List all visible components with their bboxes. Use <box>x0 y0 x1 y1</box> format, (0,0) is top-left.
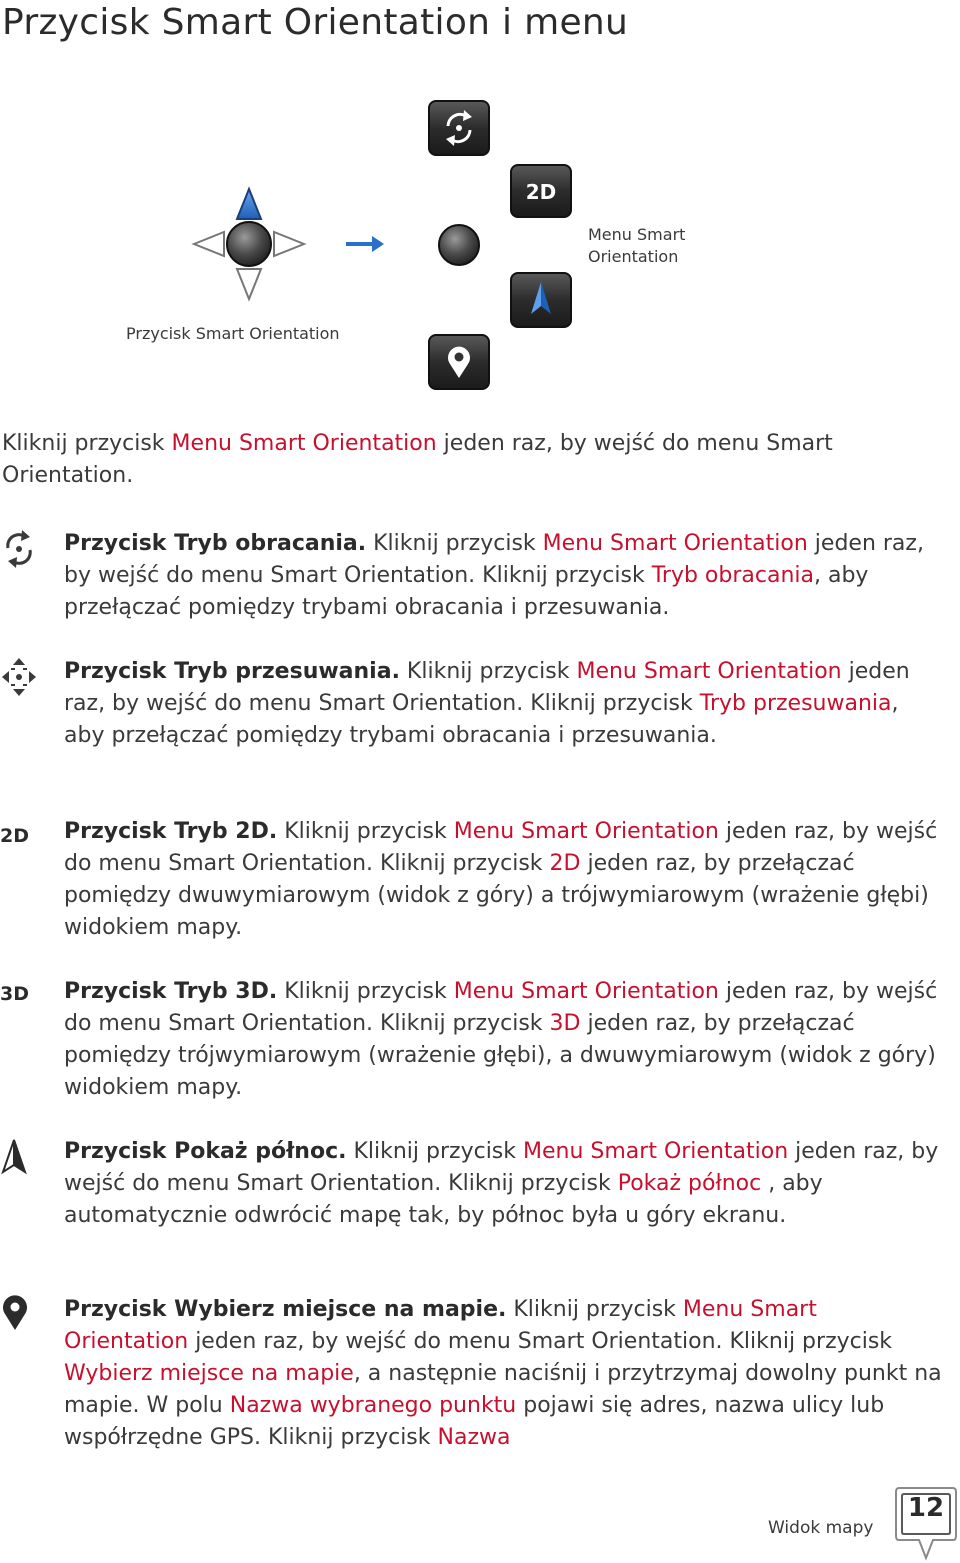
figure-label-menu-line1: Menu Smart <box>588 225 686 244</box>
rotate-text-2: jeden raz, by wejść do menu Smart Orientation. Kliknij przycisk <box>64 531 924 588</box>
pan-text-3: , aby przełączać pomiędzy trybami obracania i przesuwania. <box>64 691 899 748</box>
north-arrow-icon <box>0 1136 44 1180</box>
pick-location-title: Przycisk Wybierz miejsce na mapie. <box>64 1297 507 1322</box>
center-ball-icon <box>227 222 271 266</box>
pick-text-1: Kliknij przycisk <box>506 1297 683 1322</box>
2d-mode-text <box>64 816 944 944</box>
show-north-text <box>64 1136 944 1232</box>
show-north-menu-button <box>510 272 572 328</box>
3d-icon-text: 3D <box>0 983 29 1005</box>
footer-section-label: Widok mapy <box>768 1518 874 1538</box>
rotate-mode-text <box>64 528 944 624</box>
right-arrow-icon <box>274 232 304 256</box>
left-arrow-icon <box>194 232 224 256</box>
pick-text-3: , a następnie naciśnij i przytrzymaj dowolny punkt na mapie. W polu <box>64 1361 942 1418</box>
3d-text-1: Kliknij przycisk <box>277 979 454 1004</box>
up-arrow-icon <box>237 189 261 219</box>
3d-icon <box>0 976 44 1020</box>
figure-label-menu-line2: Orientation <box>588 247 679 266</box>
page-title: Przycisk Smart Orientation i menu <box>2 2 629 43</box>
2d-highlight-button: 2D <box>549 851 581 876</box>
north-highlight-menu: Menu Smart Orientation <box>523 1139 789 1164</box>
figure-label-menu <box>588 224 685 268</box>
north-text-1: Kliknij przycisk <box>346 1139 523 1164</box>
mode-2d-menu-button <box>510 164 572 218</box>
down-arrow-icon <box>237 269 261 299</box>
show-north-title: Przycisk Pokaż północ. <box>64 1139 347 1164</box>
2d-mode-title: Przycisk Tryb 2D. <box>64 819 278 844</box>
rotate-icon <box>0 528 44 572</box>
2d-text-1: Kliknij przycisk <box>277 819 454 844</box>
rotate-text-1: Kliknij przycisk <box>366 531 543 556</box>
pan-highlight-menu: Menu Smart Orientation <box>576 659 842 684</box>
transition-arrow-icon <box>346 234 386 254</box>
3d-mode-text <box>64 976 944 1104</box>
3d-text-3: jeden raz, by przełączać pomiędzy trójwymiarowym (wrażenie głębi), a dwuwymiarowym (widok z góry) widokiem mapy. <box>64 1011 936 1100</box>
rotate-mode-menu-button <box>428 100 490 156</box>
intro-text-1: Kliknij przycisk <box>2 431 172 456</box>
pick-highlight-button: Wybierz miejsce na mapie <box>64 1361 354 1386</box>
btn-2d-text: 2D <box>525 180 557 204</box>
2d-highlight-menu: Menu Smart Orientation <box>453 819 719 844</box>
pan-highlight-button: Tryb przesuwania <box>699 691 892 716</box>
2d-text-2: jeden raz, by wejść do menu Smart Orientation. Kliknij przycisk <box>64 819 938 876</box>
pan-mode-title: Przycisk Tryb przesuwania. <box>64 659 400 684</box>
3d-mode-title: Przycisk Tryb 3D. <box>64 979 278 1004</box>
pan-mode-text <box>64 656 944 752</box>
smart-orientation-button-image <box>190 185 308 303</box>
3d-text-2: jeden raz, by wejść do menu Smart Orientation. Kliknij przycisk <box>64 979 938 1036</box>
pick-highlight-menu: Menu Smart Orientation <box>64 1297 817 1354</box>
location-pin-icon <box>0 1294 44 1338</box>
menu-center-ball-icon <box>436 222 482 268</box>
pick-text-4: pojawi się adres, nazwa ulicy lub współrzędne GPS. Kliknij przycisk <box>64 1393 885 1450</box>
pan-text-2: jeden raz, by wejść do menu Smart Orientation. Kliknij przycisk <box>64 659 910 716</box>
north-highlight-button: Pokaż północ <box>617 1171 762 1196</box>
pan-text-1: Kliknij przycisk <box>399 659 577 684</box>
rotate-text-3: , aby przełączać pomiędzy trybami obracania i przesuwania. <box>64 563 869 620</box>
rotate-highlight-button: Tryb obracania <box>651 563 814 588</box>
2d-icon <box>0 816 44 860</box>
pick-location-text <box>64 1294 944 1454</box>
2d-text-3: jeden raz, by przełączać pomiędzy dwuwymiarowym (widok z góry) a trójwymiarowym (wrażenie głębi) widokiem mapy. <box>64 851 929 940</box>
pick-highlight-name: Nazwa <box>437 1425 511 1450</box>
rotate-highlight-menu: Menu Smart Orientation <box>542 531 808 556</box>
pick-text-2: jeden raz, by wejść do menu Smart Orientation. Kliknij przycisk <box>188 1329 893 1354</box>
2d-icon-text: 2D <box>0 825 29 847</box>
intro-text-2: jeden raz, by wejść do menu Smart Orientation. <box>2 431 833 488</box>
intro-paragraph <box>2 428 902 492</box>
rotate-mode-title: Przycisk Tryb obracania. <box>64 531 367 556</box>
3d-highlight-button: 3D <box>549 1011 581 1036</box>
figure-label-button: Przycisk Smart Orientation <box>126 324 340 343</box>
intro-highlight-menu: Menu Smart Orientation <box>171 431 437 456</box>
page-number: 12 <box>907 1493 945 1523</box>
pick-highlight-field: Nazwa wybranego punktu <box>229 1393 517 1418</box>
north-text-2: jeden raz, by wejść do menu Smart Orientation. Kliknij przycisk <box>64 1139 939 1196</box>
north-text-3: , aby automatycznie odwrócić mapę tak, by północ była u góry ekranu. <box>64 1171 823 1228</box>
pan-icon <box>0 656 44 700</box>
pick-location-menu-button <box>428 334 490 390</box>
3d-highlight-menu: Menu Smart Orientation <box>453 979 719 1004</box>
